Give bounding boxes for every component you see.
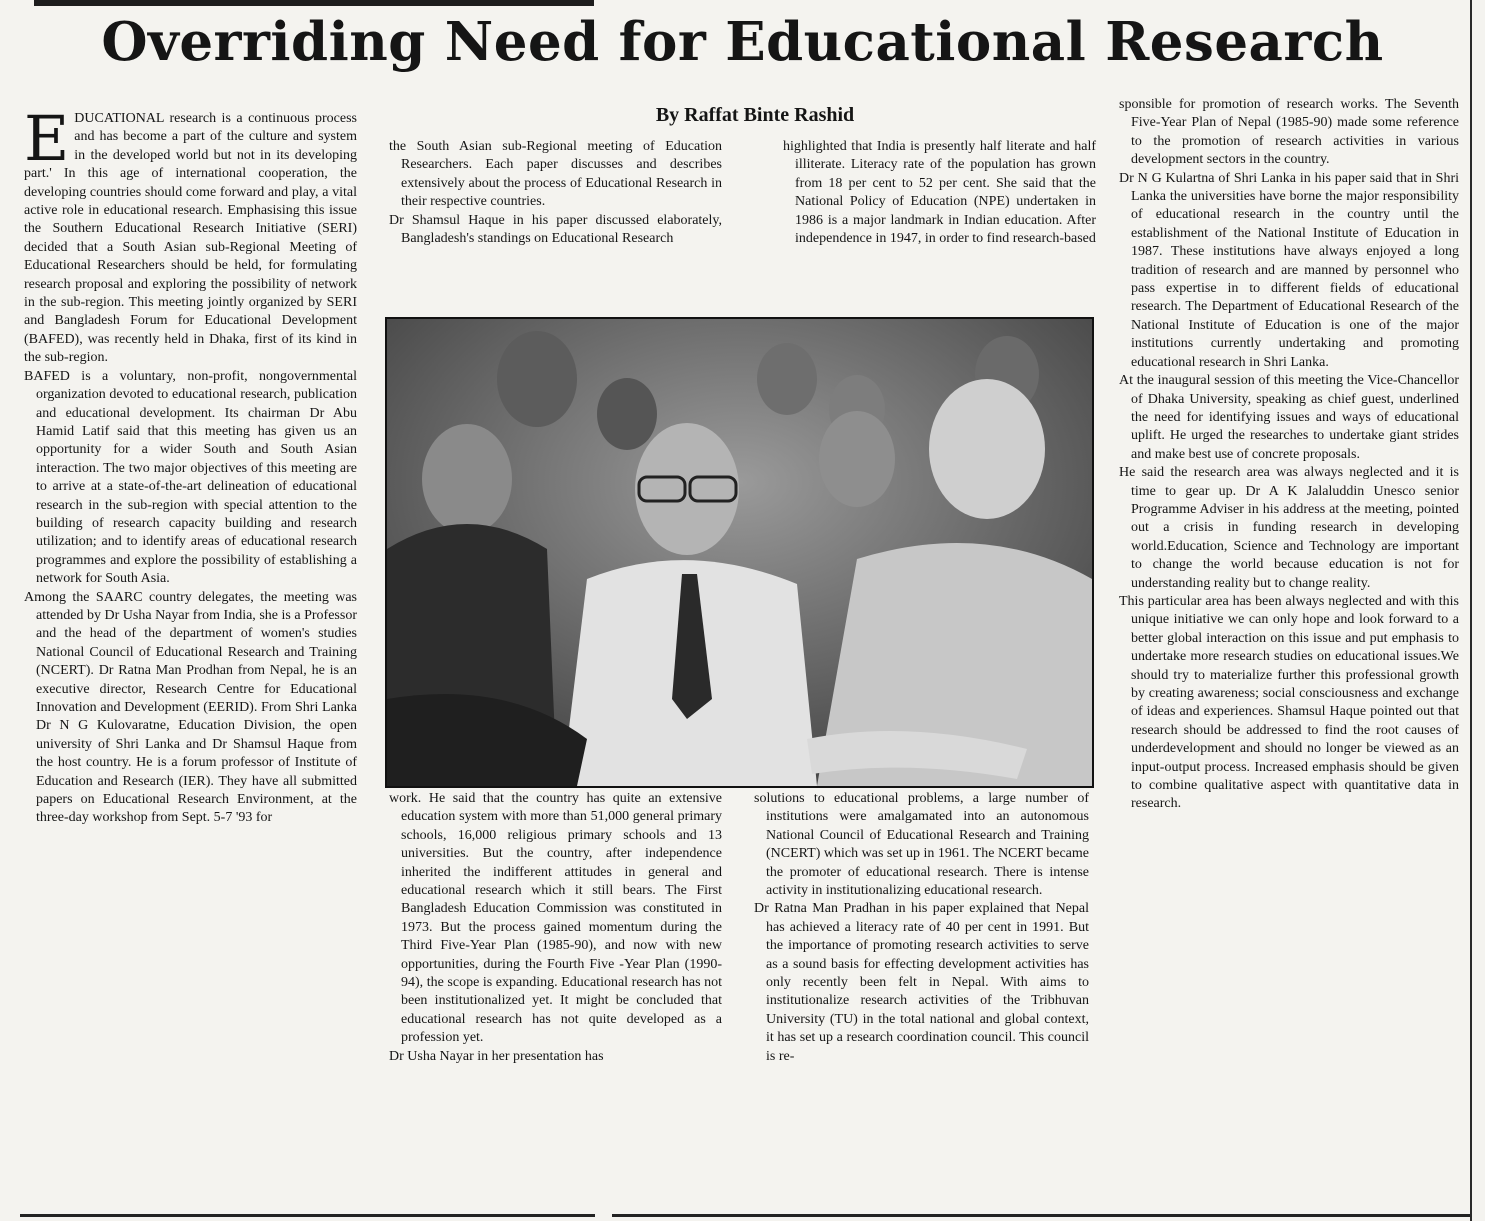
paragraph: Dr Ratna Man Pradhan in his paper explained that Nepal has achieved a literacy rate of 40 per cent in 1991. But the importance of promoting research activities to serve as a sound basis for effecting development activities has only recently been felt in Nepal. With aims to institutionalize research activities of the Tribhuvan University (TU) in the total national and global context, it has set up a research coordination council. This council is re-: [754, 901, 1089, 1064]
paragraph: Dr Shamsul Haque in his paper discussed elaborately, Bangladesh's standings on Educational Research: [389, 212, 722, 247]
paragraph: Dr N G Kulartna of Shri Lanka in his paper said that in Shri Lanka the universities have borne the major responsibility of educational research in the country until the establishment of the National Institute of Education in 1987. These institutions have always enjoyed a long tradition of research and are manned by personnel who pass expertise in to different fields of educational research. The Department of Educational Research of the National Institute of Education is one of the major institutions currently undertaking and promoting educational research in Shri Lanka.: [1119, 170, 1459, 370]
paragraph: highlighted that India is presently half literate and half illiterate. Literacy rate of the population has grown from 18 per cent to 52 per cent. She said that the National Policy of Education (NPE) undertaken in 1986 is a major landmark in Indian education. After independence in 1947, in order to find research-based: [783, 139, 1096, 247]
column-4: [1119, 96, 1459, 814]
right-column-rule: [1470, 0, 1472, 1221]
paragraph: Among the SAARC country delegates, the meeting was attended by Dr Usha Nayar from India, she is a Professor and the head of the department of women's studies National Council of Educational Research and Training (NCERT). Dr Ratna Man Prodhan from Nepal, he is an executive director, Research Centre for Educational Innovation and Development (EERID). From Shri Lanka Dr N G Kulovaratne, Education Division, the open university of Shri Lanka and Dr Shamsul Haque from the host country. He is a forum professor of Institute of Education and Research (IER). They have all submitted papers on Educational Research Environment, at the three-day workshop from Sept. 5-7 '93 for: [24, 589, 357, 826]
column-3-top: [783, 138, 1096, 248]
bottom-rule-left: [20, 1214, 595, 1217]
column-2-bottom: [389, 790, 722, 1066]
column-2-top: [389, 138, 722, 248]
paragraph: the South Asian sub-Regional meeting of Education Researchers. Each paper discusses and describes extensively about the process of Educational Research in their respective countries.: [389, 139, 722, 210]
headline: Overriding Need for Educational Research: [101, 11, 1384, 73]
paragraph: This particular area has been always neglected and with this unique initiative we can only hope and look forward to a better global interaction on this issue and put emphasis to undertake more research studies on educational issues.We should try to materialize further this professional growth by creating awareness; social consciousness and exchange of ideas and experiences. Shamsul Haque pointed out that research should be addressed to find the root causes of underdevelopment and should no longer be viewed as an input-output process. Increased emphasis should be given to combine qualitative aspect with quantitative data in research.: [1119, 593, 1459, 812]
paragraph: BAFED is a voluntary, non-profit, nongovernmental organization devoted to educational research, publication and educational development. Its chairman Dr Abu Hamid Latif said that this meeting has given us an opportunity for a wider South and South Asian interaction. The two major objectives of this meeting are to arrive at a state-of-the-art delineation of educational research in the sub-region with special attention to the building of research capacity building and research utilization; and to identify areas of educational research programmes and explore the possibility of establishing a network for South Asia.: [24, 368, 357, 587]
paragraph: sponsible for promotion of research works. The Seventh Five-Year Plan of Nepal (1985-90) made some reference to the promotion of research activities in various development sectors in the country.: [1119, 97, 1459, 168]
photo-illustration: [387, 319, 1092, 786]
paragraph: At the inaugural session of this meeting the Vice-Chancellor of Dhaka University, speaking as chief guest, underlined the need for identifying issues and ways of educational uplift. He urged the researches to undertake giant strides and make best use of concrete proposals.: [1119, 373, 1459, 462]
paragraph: work. He said that the country has quite an extensive education system with more than 51,000 general primary schools, 16,000 religious primary schools and 13 universities. But the country, after independence inherited the indifferent attitudes in general and educational research which it still bears. The First Bangladesh Education Commission was constituted in 1973. But the process gained momentum during the Third Five-Year Plan (1985-90), and now with new opportunities, during the Fourth Five -Year Plan (1990-94), the scope is expanding. Educational research has not been institutionalized yet. It might be concluded that educational research has not quite developed as a profession yet.: [389, 791, 722, 1046]
byline: By Raffat Binte Rashid: [655, 104, 855, 126]
drop-cap: E: [24, 102, 70, 175]
paragraph: DUCATIONAL research is a continuous process and has become a part of the culture and system in the developed world but not in its developing part.' In this age of international cooperation, the developing countries should come forward and play, a vital active role in educational research. Emphasising this issue the Southern Educational Research Initiative (SERI) decided that a South Asian sub-Regional Meeting of Educational Researchers should be held, for formulating research proposal and exploring the possibility of network in the sub-region. This meeting jointly organized by SERI and Bangladesh Forum for Educational Development (BAFED), was recently held in Dhaka, first of its kind in the sub-region.: [24, 111, 357, 366]
paragraph: solutions to educational problems, a large number of institutions were amalgamated into an autonomous National Council of Educational Research and Training (NCERT) which was set up in 1961. The NCERT became the promoter of educational research. There is intense activity in institutionalizing educational research.: [754, 791, 1089, 899]
bottom-rule-right: [612, 1214, 1470, 1217]
column-1: [24, 102, 357, 828]
paragraph: He said the research area was always neglected and it is time to gear up. Dr A K Jalaluddin Unesco senior Programme Adviser in his address at the meeting, pointed out a crisis in funding research in developing world.Education, Science and Technology are important to change the world because education is not for understanding reality but to change reality.: [1119, 465, 1459, 591]
column-3-bottom: [754, 790, 1089, 1066]
delegates-photo: [385, 317, 1094, 788]
paragraph: Dr Usha Nayar in her presentation has: [389, 1048, 604, 1064]
